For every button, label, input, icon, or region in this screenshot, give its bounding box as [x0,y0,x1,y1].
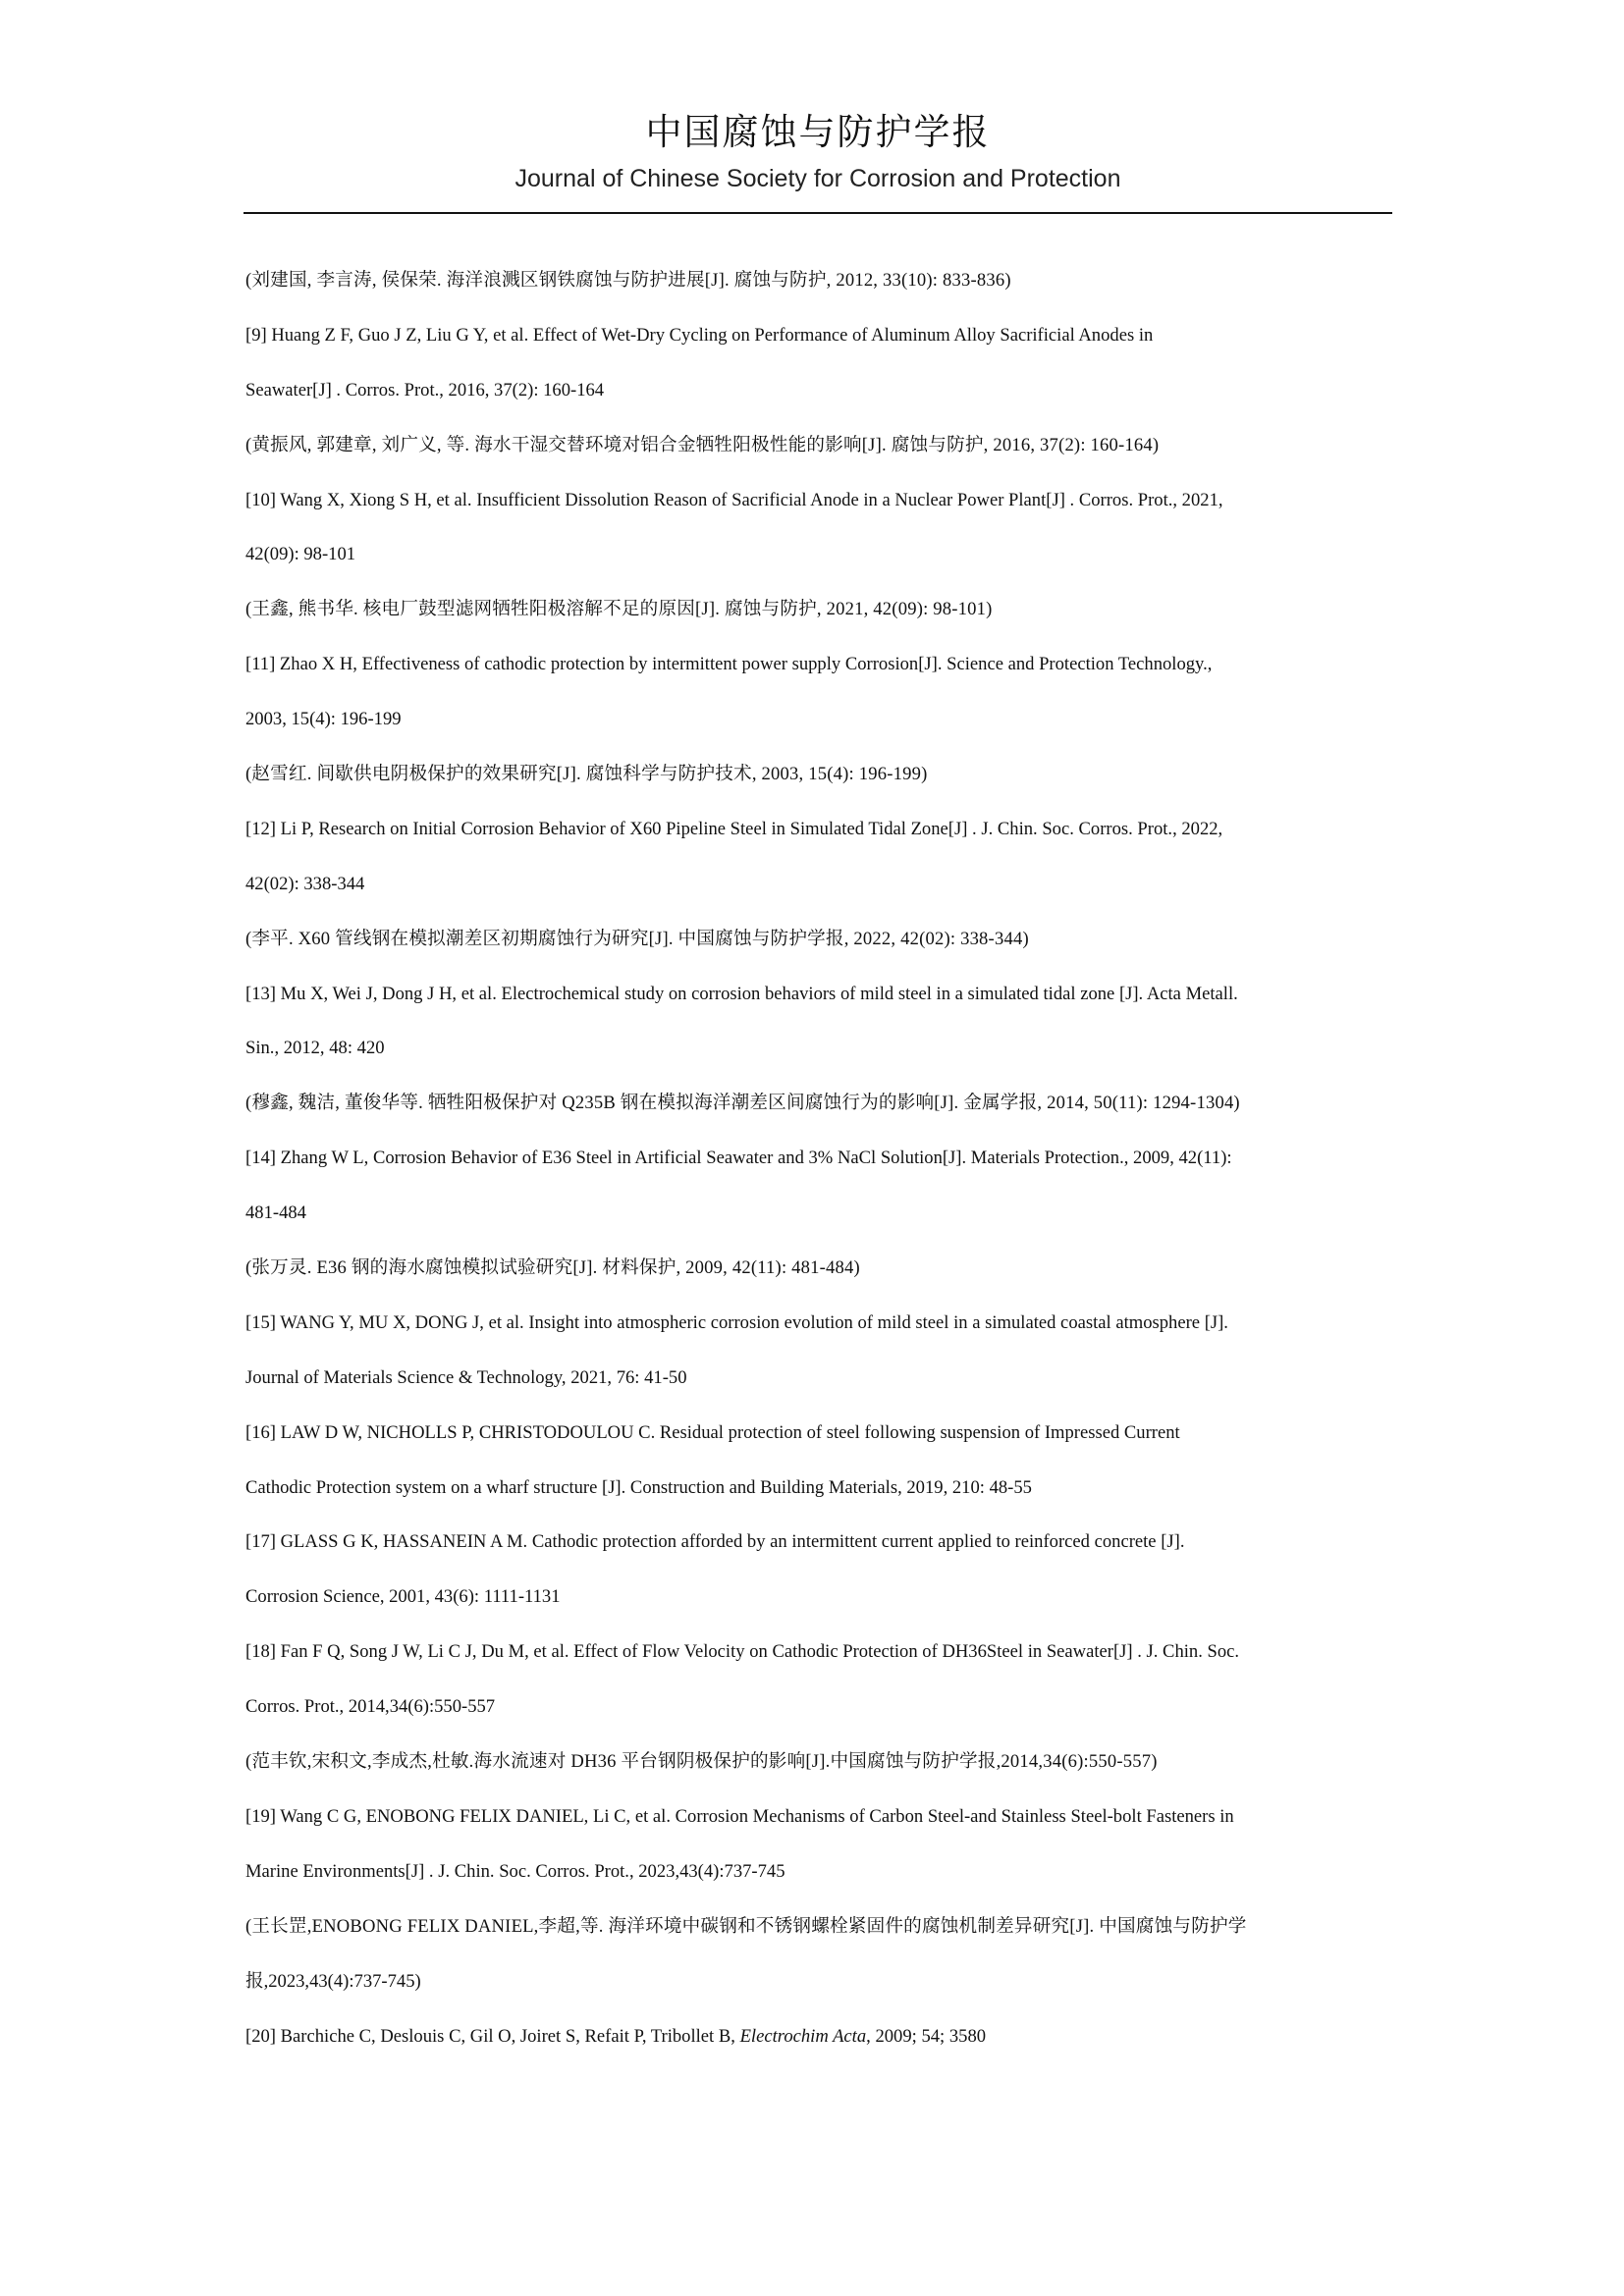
reference-line: (刘建国, 李言涛, 侯保荣. 海洋浪溅区钢铁腐蚀与防护进展[J]. 腐蚀与防护, 2012, 33(10): 833-836) [245,270,1011,291]
reference-line: [13] Mu X, Wei J, Dong J H, et al. Electrochemical study on corrosion behaviors of mild steel in a simulated tidal zone [J]. Acta Metall. [245,983,1238,1004]
reference-line: [17] GLASS G K, HASSANEIN A M. Cathodic protection afforded by an intermittent current applied to reinforced concrete [J]. [245,1531,1185,1553]
journal-title-en: Journal of Chinese Society for Corrosion and Protection [514,165,1121,192]
reference-line: (穆鑫, 魏洁, 董俊华等. 牺牲阳极保护对 Q235B 钢在模拟海洋潮差区间腐蚀行为的影响[J]. 金属学报, 2014, 50(11): 1294-1304) [245,1093,1240,1114]
reference-line: [10] Wang X, Xiong S H, et al. Insufficient Dissolution Reason of Sacrificial Anode in a Nuclear Power Plant[J] . Corros. Prot., 2021, [245,489,1223,510]
reference-line: Marine Environments[J] . J. Chin. Soc. Corros. Prot., 2023,43(4):737-745 [245,1860,785,1882]
reference-line: (范丰钦,宋积文,李成杰,杜敏.海水流速对 DH36 平台钢阴极保护的影响[J].中国腐蚀与防护学报,2014,34(6):550-557) [245,1751,1158,1773]
journal-name-italic: Electrochim Acta [739,2025,867,2047]
reference-line: Journal of Materials Science & Technology, 2021, 76: 41-50 [245,1366,687,1388]
reference-text: [20] Barchiche C, Deslouis C, Gil O, Joiret S, Refait P, Tribollet B, [245,2025,740,2047]
reference-line: [19] Wang C G, ENOBONG FELIX DANIEL, Li C, et al. Corrosion Mechanisms of Carbon Steel-and Stainless Steel-bolt Fasteners in [245,1805,1234,1827]
reference-line: [14] Zhang W L, Corrosion Behavior of E36 Steel in Artificial Seawater and 3% NaCl Solution[J]. Materials Protection., 2009, 42(11): [245,1148,1232,1169]
header-rule [244,212,1392,214]
reference-line: Corrosion Science, 2001, 43(6): 1111-1131 [245,1586,561,1608]
reference-line: [15] WANG Y, MU X, DONG J, et al. Insight into atmospheric corrosion evolution of mild steel in a simulated coastal atmosphere [J]. [245,1311,1228,1333]
reference-line: (赵雪红. 间歇供电阴极保护的效果研究[J]. 腐蚀科学与防护技术, 2003, 15(4): 196-199) [245,764,928,785]
reference-line: Sin., 2012, 48: 420 [245,1038,385,1059]
reference-line: [12] Li P, Research on Initial Corrosion Behavior of X60 Pipeline Steel in Simulated Tidal Zone[J] . J. Chin. Soc. Corros. Prot., 2022, [245,818,1223,839]
reference-line-last [245,2023,1384,2050]
reference-line: [9] Huang Z F, Guo J Z, Liu G Y, et al. Effect of Wet-Dry Cycling on Performance of Aluminum Alloy Sacrificial Anodes in [245,324,1154,346]
reference-line: (黄振风, 郭建章, 刘广义, 等. 海水干湿交替环境对铝合金牺牲阳极性能的影响[J]. 腐蚀与防护, 2016, 37(2): 160-164) [245,434,1160,455]
reference-line: (李平. X60 管线钢在模拟潮差区初期腐蚀行为研究[J]. 中国腐蚀与防护学报, 2022, 42(02): 338-344) [245,928,1029,949]
reference-list [245,267,1384,2077]
reference-line: 2003, 15(4): 196-199 [245,709,402,730]
reference-line: 42(02): 338-344 [245,873,365,894]
reference-line: [18] Fan F Q, Song J W, Li C J, Du M, et al. Effect of Flow Velocity on Cathodic Protection of DH36Steel in Seawater[J] . J. Chin. Soc. [245,1641,1240,1663]
reference-line: 报,2023,43(4):737-745) [245,1970,421,1992]
reference-line: Corros. Prot., 2014,34(6):550-557 [245,1696,496,1718]
reference-text: , 2009; 54; 3580 [866,2025,987,2047]
reference-line: Seawater[J] . Corros. Prot., 2016, 37(2): 160-164 [245,379,605,400]
journal-title-cn: 中国腐蚀与防护学报 [645,111,991,153]
reference-line: 481-484 [245,1202,306,1224]
reference-line: (王长罡,ENOBONG FELIX DANIEL,李超,等. 海洋环境中碳钢和不锈钢螺栓紧固件的腐蚀机制差异研究[J]. 中国腐蚀与防护学 [245,1915,1247,1937]
reference-line: (张万灵. E36 钢的海水腐蚀模拟试验研究[J]. 材料保护, 2009, 42(11): 481-484) [245,1257,860,1279]
reference-line: (王鑫, 熊书华. 核电厂鼓型滤网牺牲阳极溶解不足的原因[J]. 腐蚀与防护, 2021, 42(09): 98-101) [245,599,993,620]
reference-line: 42(09): 98-101 [245,544,356,565]
reference-line: [11] Zhao X H, Effectiveness of cathodic protection by intermittent power supply Corrosion[J]. Science and Protection Technology., [245,654,1213,675]
journal-header [244,108,1392,196]
reference-line: [16] LAW D W, NICHOLLS P, CHRISTODOULOU C. Residual protection of steel following suspension of Impressed Current [245,1421,1180,1443]
reference-line: Cathodic Protection system on a wharf structure [J]. Construction and Building Materials, 2019, 210: 48-55 [245,1476,1032,1498]
